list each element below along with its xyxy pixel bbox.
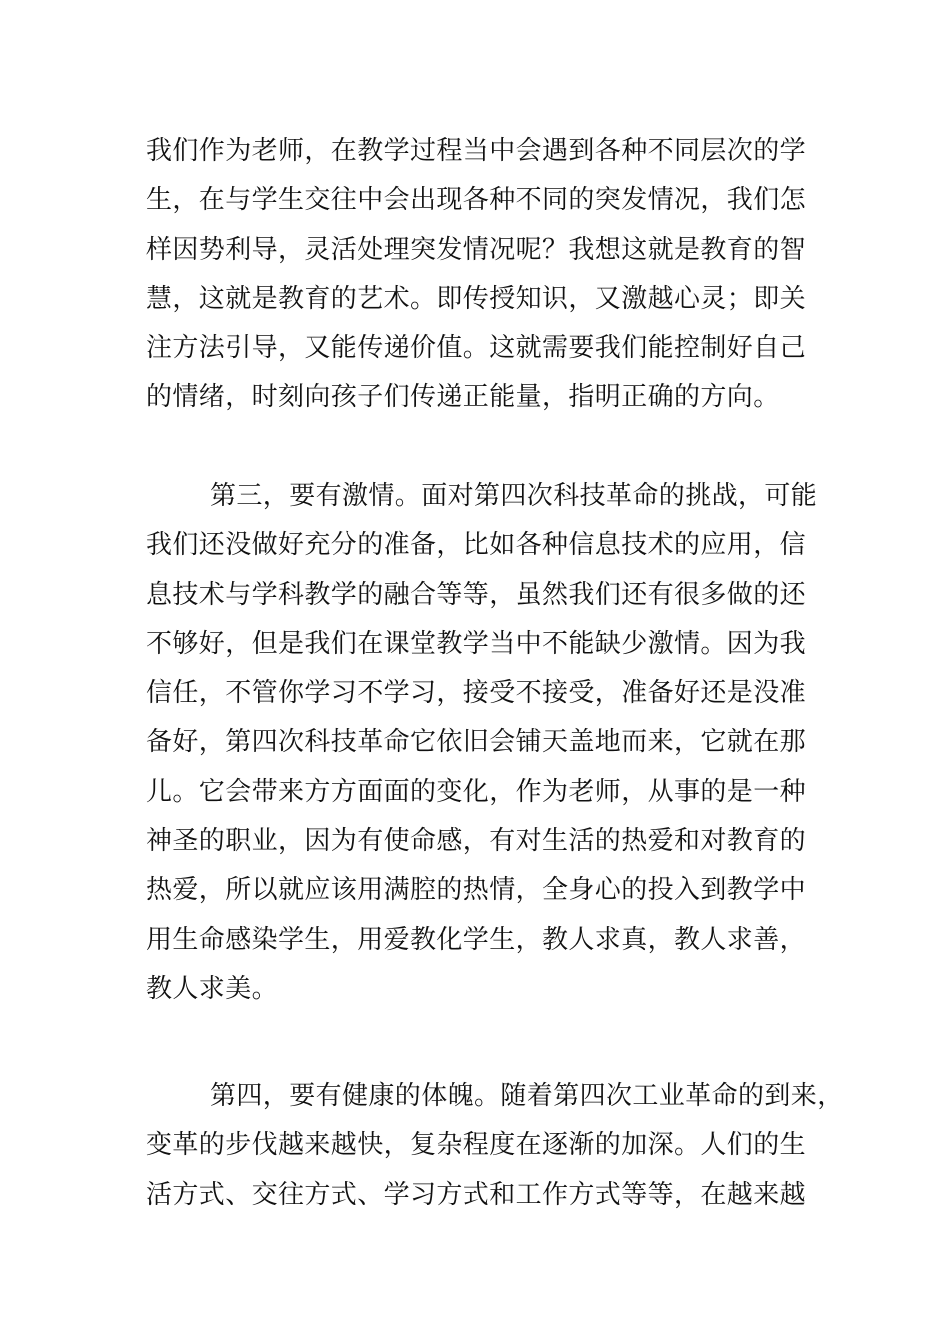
text-line: 第四，要有健康的体魄。随着第四次工业革命的到来， (210, 1081, 844, 1111)
text-line: 慧，这就是教育的艺术。即传授知识，又激越心灵；即关 (146, 283, 807, 314)
text-line: 生，在与学生交往中会出现各种不同的突发情况，我们怎 (146, 185, 807, 216)
paragraph-continuation (146, 127, 826, 423)
text-line: 变革的步伐越来越快，复杂程度在逐渐的加深。人们的生 (146, 1130, 807, 1161)
text-line: 教人求美。 (146, 973, 279, 1004)
text-line: 备好，第四次科技革命它依旧会铺天盖地而来，它就在那 (146, 727, 807, 758)
text-line: 的情绪，时刻向孩子们传递正能量，指明正确的方向。 (146, 382, 780, 413)
text-line: 不够好，但是我们在课堂教学当中不能缺少激情。因为我 (146, 628, 807, 659)
text-line: 儿。它会带来方方面面的变化，作为老师，从事的是一种 (146, 776, 807, 807)
text-line: 热爱，所以就应该用满腔的热情，全身心的投入到教学中 (146, 875, 807, 906)
text-line: 样因势利导，灵活处理突发情况呢？我想这就是教育的智 (146, 234, 807, 265)
text-line: 第三，要有激情。面对第四次科技革命的挑战，可能 (210, 481, 818, 511)
text-line: 息技术与学科教学的融合等等，虽然我们还有很多做的还 (146, 579, 807, 610)
paragraph-third-point (146, 472, 826, 1014)
text-line: 我们还没做好充分的准备，比如各种信息技术的应用，信 (146, 530, 807, 561)
text-line: 信任，不管你学习不学习，接受不接受，准备好还是没准 (146, 678, 807, 709)
text-line: 神圣的职业，因为有使命感，有对生活的热爱和对教育的 (146, 826, 807, 857)
text-line: 注方法引导，又能传递价值。这就需要我们能控制好自己 (146, 333, 807, 364)
text-line: 活方式、交往方式、学习方式和工作方式等等，在越来越 (146, 1179, 807, 1210)
paragraph-fourth-point (146, 1072, 844, 1220)
text-line: 我们作为老师，在教学过程当中会遇到各种不同层次的学 (146, 136, 807, 166)
text-line: 用生命感染学生，用爱教化学生，教人求真，教人求善， (146, 924, 807, 955)
